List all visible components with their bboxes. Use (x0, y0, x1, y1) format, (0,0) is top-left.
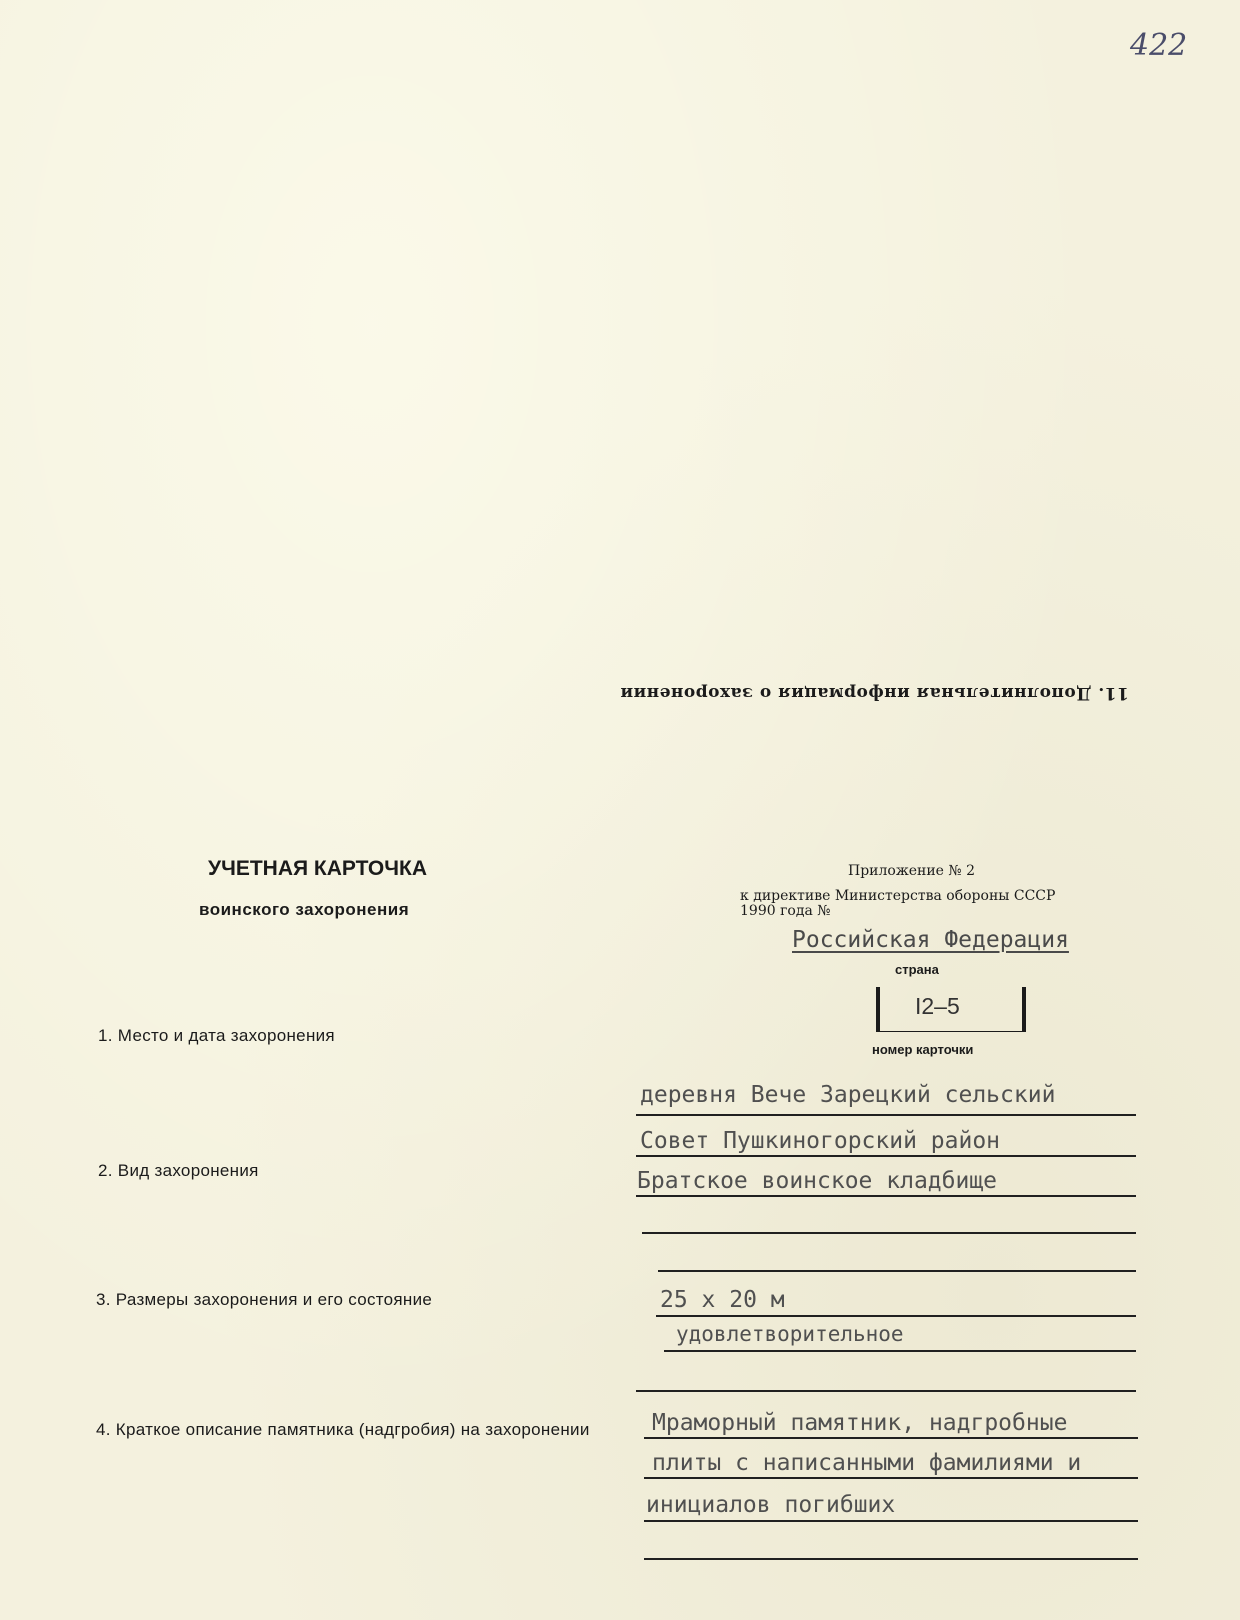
entry-line (644, 1437, 1138, 1439)
place-entry-line-2: Совет Пушкиногорский район (640, 1128, 1001, 1154)
entry-line (642, 1232, 1136, 1234)
entry-line (658, 1270, 1136, 1272)
monument-entry-line-1: Мраморный памятник, надгробные (652, 1410, 1068, 1436)
monument-entry-line-3: инициалов погибших (646, 1492, 896, 1518)
entry-line (644, 1558, 1138, 1560)
page-number: 422 (1130, 28, 1188, 63)
entry-line (656, 1315, 1136, 1317)
directive-line-2: 1990 года № (740, 903, 831, 919)
country-label: страна (895, 962, 939, 977)
mirrored-section-heading: 11. Дополнительная информация о захоронении (620, 683, 1129, 703)
card-number-label: номер карточки (872, 1042, 974, 1057)
country-value: Российская Федерация (792, 927, 1069, 953)
directive-reference (740, 889, 1055, 919)
directive-line-1: к директиве Министерства обороны СССР (740, 888, 1056, 904)
appendix-label: Приложение № 2 (848, 863, 975, 879)
field-label-place: 1. Место и дата захоронения (98, 1026, 335, 1045)
card-subtitle: воинского захоронения (199, 900, 410, 919)
entry-line (636, 1155, 1136, 1157)
entry-line (644, 1520, 1138, 1522)
entry-line (664, 1350, 1136, 1352)
monument-entry-line-2: плиты с написанными фамилиями и (652, 1450, 1082, 1476)
field-label-size: 3. Размеры захоронения и его состояние (96, 1290, 433, 1309)
card-number-value: I2–5 (915, 993, 960, 1019)
size-entry-line-2: удовлетворительное (676, 1322, 904, 1346)
entry-line (636, 1195, 1136, 1197)
entry-line (644, 1477, 1138, 1479)
entry-line (636, 1114, 1136, 1116)
size-entry-line-1: 25 х 20 м (660, 1287, 785, 1313)
place-entry-line-1: деревня Вече Зарецкий сельский (640, 1082, 1056, 1108)
field-label-type: 2. Вид захоронения (98, 1161, 259, 1180)
card-title: УЧЕТНАЯ КАРТОЧКА (208, 857, 428, 880)
entry-line (636, 1390, 1136, 1392)
field-label-monument: 4. Краткое описание памятника (надгробия) на захоронении (96, 1420, 590, 1439)
type-entry-line-1: Братское воинское кладбище (637, 1168, 998, 1194)
